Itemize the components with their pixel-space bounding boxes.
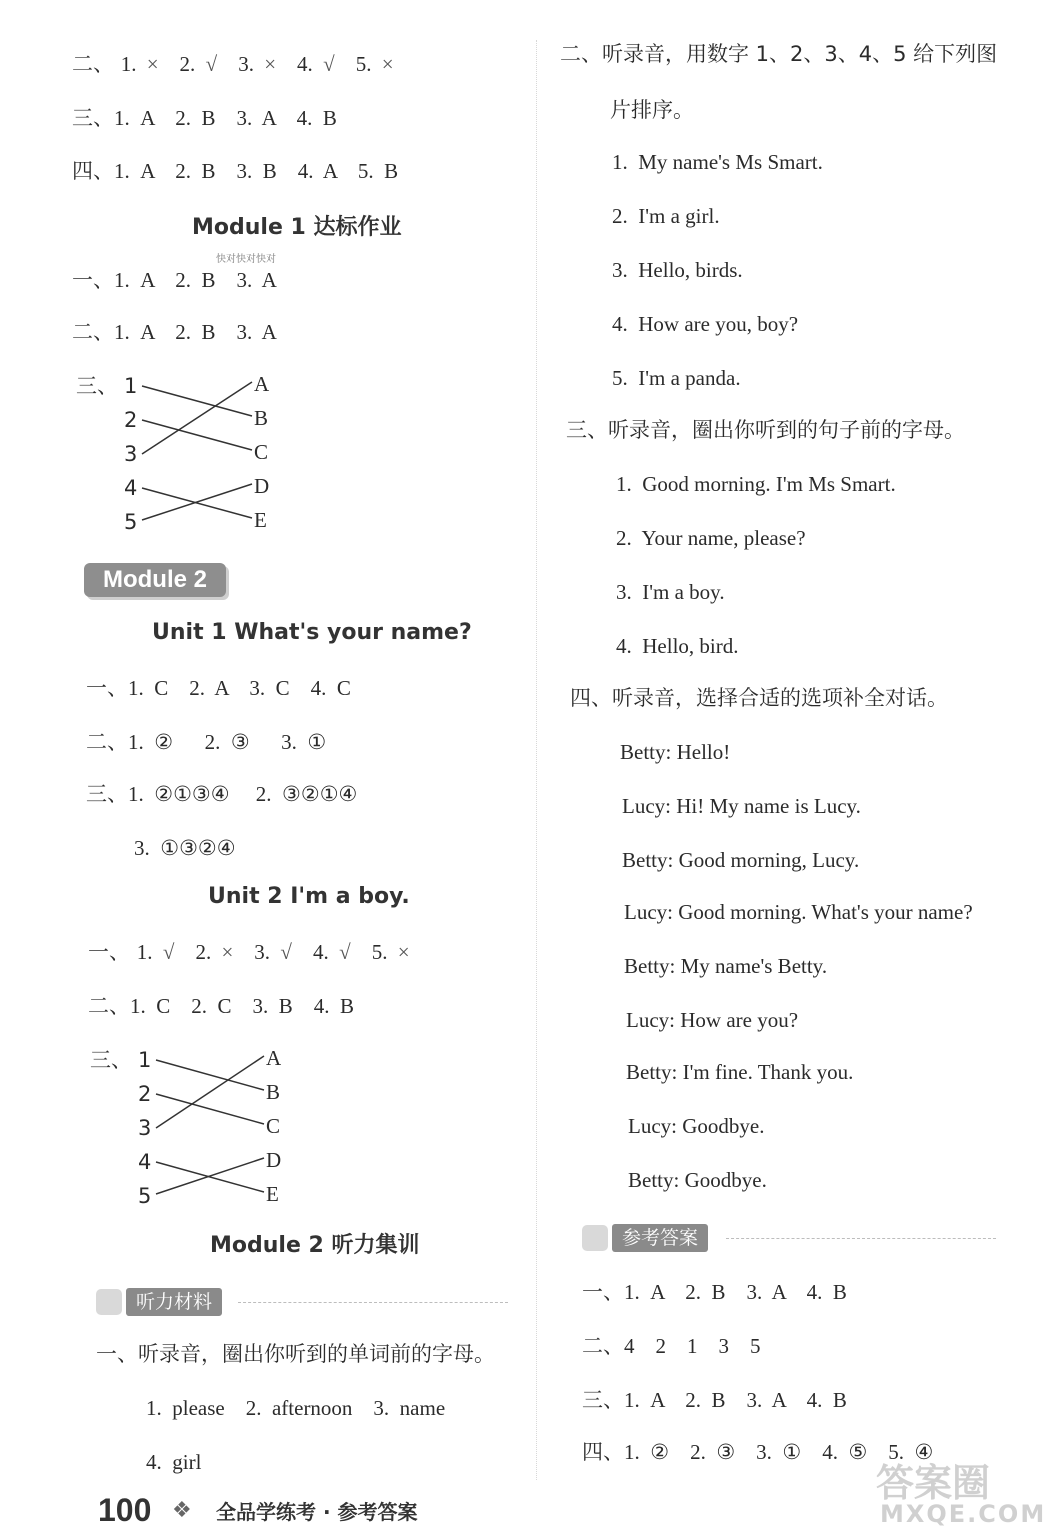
u1-answer-yi: 一、1. C 2. A 3. C 4. C: [86, 676, 351, 700]
match-line-1-b: [156, 1060, 264, 1090]
match-line-3-a: [142, 382, 252, 454]
q1-line2: 4. girl: [146, 1450, 202, 1474]
m1-answer-yi: 一、1. A 2. B 3. A: [72, 268, 277, 292]
dialogue-line-3: Betty: Good morning, Lucy.: [622, 848, 860, 872]
headphones-icon: [96, 1289, 122, 1315]
dialogue-line-7: Betty: I'm fine. Thank you.: [626, 1060, 854, 1084]
dashed-rule: [726, 1238, 996, 1239]
q2-item-5: 5. I'm a panda.: [612, 366, 741, 390]
u1-answer-er: 二、1. ② 2. ③ 3. ①: [86, 730, 327, 754]
dialogue-line-8: Lucy: Goodbye.: [628, 1114, 765, 1138]
cross-mark: ×: [221, 940, 234, 964]
page-number: 100: [98, 1492, 152, 1528]
match-line-2-c: [156, 1094, 264, 1124]
match-line-4-e: [156, 1162, 264, 1192]
diamond-icon: ❖: [172, 1498, 192, 1523]
answer-row-si: 四、1. A 2. B 3. B 4. A 5. B: [72, 159, 399, 183]
q2-item-4: 4. How are you, boy?: [612, 312, 799, 336]
q2-title-1: 二、听录音，用数字 1、2、3、4、5 给下列图: [560, 42, 998, 66]
match-line-5-d: [142, 484, 252, 520]
column-divider: [536, 40, 537, 1480]
q3-item-4: 4. Hello, bird.: [616, 634, 739, 658]
watermark-text: 快对快对快对: [216, 254, 276, 265]
q1-title: 一、听录音，圈出你听到的单词前的字母。: [96, 1342, 495, 1366]
cross-mark: ×: [397, 940, 410, 964]
cross-mark: ×: [146, 52, 159, 76]
footer-title: 全品学练考 · 参考答案: [216, 1500, 418, 1524]
match2-right-b: B: [266, 1080, 281, 1104]
answer-er: 二、4 2 1 3 5: [582, 1334, 761, 1358]
match2-right-e: E: [266, 1182, 279, 1206]
match1-left-4: 4: [124, 476, 138, 500]
unit2-title: Unit 2 I'm a boy.: [208, 884, 410, 909]
match-line-3-a: [156, 1056, 264, 1128]
match1-left-2: 2: [124, 408, 138, 432]
listening-material-tag: 听力材料: [96, 1288, 222, 1316]
dialogue-line-1: Betty: Hello!: [620, 740, 731, 764]
match2-left-2: 2: [138, 1082, 152, 1106]
match2-left-5: 5: [138, 1184, 152, 1208]
q3-title: 三、听录音，圈出你听到的句子前的字母。: [566, 418, 965, 442]
corner-watermark: 答案圈: [876, 1461, 991, 1505]
dialogue-line-6: Lucy: How are you?: [626, 1008, 799, 1032]
match2-left-4: 4: [138, 1150, 152, 1174]
answer-row-er: 二、 1. × 2. √ 3. × 4. √ 5. ×: [72, 50, 399, 78]
match2-right-c: C: [266, 1114, 281, 1138]
match2-right-d: D: [266, 1148, 282, 1172]
check-mark: √: [280, 940, 292, 964]
check-mark: √: [339, 940, 351, 964]
answer-si: 四、1. ② 2. ③ 3. ① 4. ⑤ 5. ④: [582, 1440, 934, 1464]
match-line-4-e: [142, 488, 252, 518]
answer-san: 三、1. A 2. B 3. A 4. B: [582, 1388, 847, 1412]
q2-item-3: 3. Hello, birds.: [612, 258, 743, 282]
match2-prefix: 三、: [90, 1048, 132, 1072]
match2-lines: [154, 1050, 268, 1200]
unit1-title: Unit 1 What's your name?: [152, 620, 472, 645]
match-line-5-d: [156, 1158, 264, 1194]
q2-item-2: 2. I'm a girl.: [612, 204, 720, 228]
listening-title: Module 2 听力集训: [210, 1233, 420, 1258]
match1-right-d: D: [254, 474, 270, 498]
cross-mark: ×: [264, 52, 277, 76]
match2-left-3: 3: [138, 1116, 152, 1140]
q3-item-1: 1. Good morning. I'm Ms Smart.: [616, 472, 896, 496]
check-mark: √: [323, 52, 335, 76]
dashed-rule: [238, 1302, 508, 1303]
match2-left-1: 1: [138, 1048, 152, 1072]
dialogue-line-9: Betty: Goodbye.: [628, 1168, 767, 1192]
check-mark: √: [205, 52, 218, 76]
match1-right-b: B: [254, 406, 269, 430]
match-line-1-b: [142, 386, 252, 416]
m1-answer-er: 二、1. A 2. B 3. A: [72, 320, 277, 344]
match2-right-a: A: [266, 1046, 282, 1070]
answer-row-san: 三、1. A 2. B 3. A 4. B: [72, 106, 337, 130]
dialogue-line-5: Betty: My name's Betty.: [624, 954, 828, 978]
module2-badge: Module 2: [84, 563, 226, 597]
match1-left-1: 1: [124, 374, 138, 398]
match1-lines: [140, 376, 256, 526]
match1-left-3: 3: [124, 442, 138, 466]
q3-item-2: 2. Your name, please?: [616, 526, 806, 550]
q2-item-1: 1. My name's Ms Smart.: [612, 150, 823, 174]
q1-line1: 1. please 2. afternoon 3. name: [146, 1396, 446, 1420]
match1-right-a: A: [254, 372, 270, 396]
u2-answer-yi: 一、 1. √ 2. × 3. √ 4. √ 5. ×: [88, 938, 415, 966]
match1-right-c: C: [254, 440, 269, 464]
answer-key-tag: 参考答案: [582, 1224, 708, 1252]
answer-key-icon: [582, 1225, 608, 1251]
u2-answer-er: 二、1. C 2. C 3. B 4. B: [88, 994, 355, 1018]
check-mark: √: [162, 940, 175, 964]
cross-mark: ×: [381, 52, 394, 76]
dialogue-line-4: Lucy: Good morning. What's your name?: [624, 900, 973, 924]
dialogue-line-2: Lucy: Hi! My name is Lucy.: [622, 794, 861, 818]
corner-watermark-url: MXQE.COM: [880, 1500, 1047, 1528]
match-line-2-c: [142, 420, 252, 450]
q4-title: 四、听录音，选择合适的选项补全对话。: [570, 686, 948, 710]
match1-right-e: E: [254, 508, 267, 532]
match1-prefix: 三、: [76, 374, 118, 398]
u1-answer-san: 三、1. ②①③④ 2. ③②①④: [86, 782, 358, 806]
match1-left-5: 5: [124, 510, 138, 534]
q2-title-2: 片排序。: [610, 98, 694, 122]
module1-title: Module 1 达标作业: [192, 215, 402, 240]
q3-item-3: 3. I'm a boy.: [616, 580, 725, 604]
answer-yi: 一、1. A 2. B 3. A 4. B: [582, 1280, 847, 1304]
u1-answer-san-cont: 3. ①③②④: [134, 836, 236, 860]
